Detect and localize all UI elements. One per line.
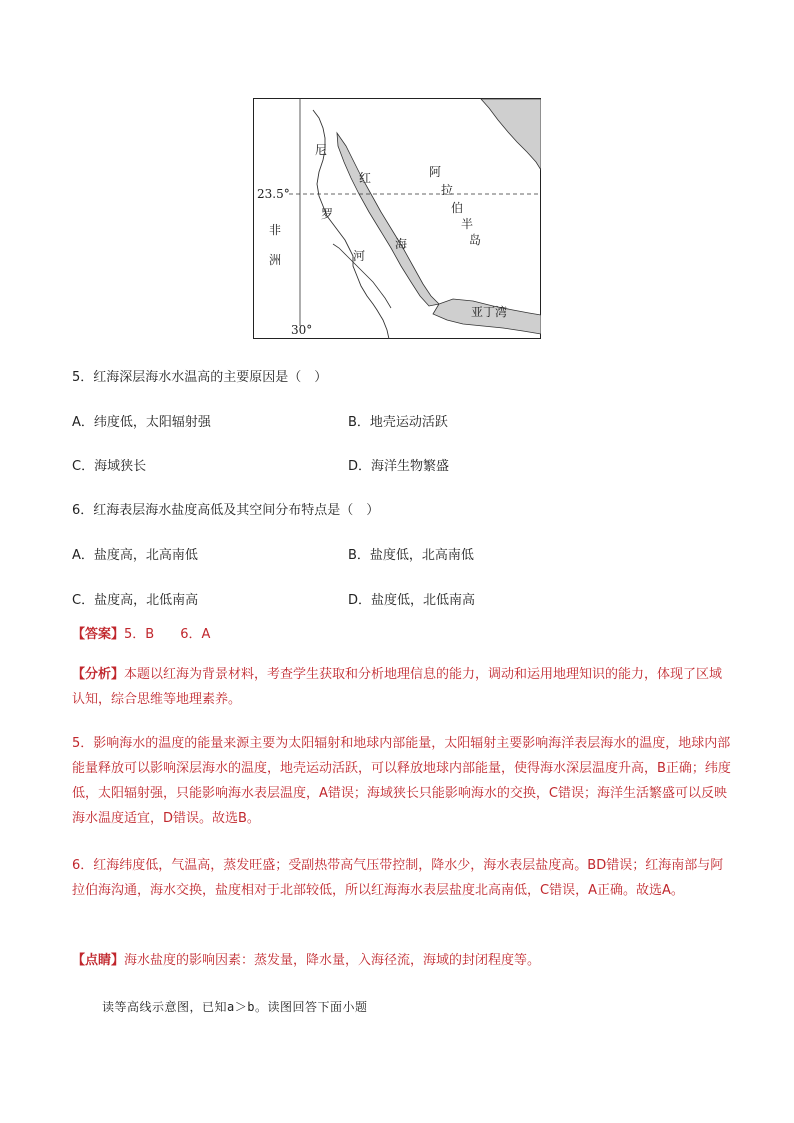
q6-option-b: B．盐度低，北高南低	[348, 548, 474, 563]
explanation-6: 6．红海纬度低，气温高，蒸发旺盛；受副热带高气压带控制，降水少，海水表层盐度高。BD错误；红海南部与阿拉伯海沟通，海水交换，盐度相对于北部较低，所以红海海水表层盐度北高南低，C错误，A正确。故选A。	[72, 858, 724, 898]
lon-label: 30°	[291, 323, 313, 337]
answer-line	[72, 622, 732, 647]
nile-char-1: 尼	[315, 143, 328, 157]
q6-stem: 6．红海表层海水盐度高低及其空间分布特点是（ ）	[72, 503, 380, 518]
next-question-prompt: 读等高线示意图，已知a＞b。读图回答下面小题	[102, 1000, 368, 1014]
answer-tag: 【答案】	[72, 627, 125, 642]
red-sea-char-2: 海	[395, 237, 408, 251]
arabia-char-4: 半	[461, 217, 474, 231]
arabia-char-2: 拉	[441, 183, 454, 197]
answer-text: 5．B 6．A	[124, 627, 211, 642]
q6-option-c: C．盐度高，北低南高	[72, 593, 199, 608]
gulf-label: 亚丁湾	[471, 305, 508, 319]
comment-text: 海水盐度的影响因素：蒸发量，降水量，入海径流，海域的封闭程度等。	[124, 953, 541, 968]
q5-option-b: B．地壳运动活跃	[348, 415, 448, 430]
q6-option-d: D．盐度低，北低南高	[348, 593, 476, 608]
nile-char-2: 罗	[321, 207, 334, 221]
nile-char-3: 河	[353, 249, 366, 263]
comment-tag: 【点睛】	[72, 953, 125, 968]
africa-char-1: 非	[269, 223, 282, 237]
analysis-paragraph	[72, 662, 732, 712]
q5-option-c: C．海域狭长	[72, 459, 147, 474]
map-frame	[254, 99, 541, 339]
q5-option-a: A．纬度低，太阳辐射强	[72, 415, 211, 430]
q5-option-d: D．海洋生物繁盛	[348, 459, 450, 474]
red-sea-char-1: 红	[359, 171, 372, 185]
map-svg	[253, 98, 541, 339]
arabia-char-5: 岛	[469, 233, 482, 247]
q6-option-a: A．盐度高，北高南低	[72, 548, 198, 563]
comment-paragraph	[72, 948, 732, 973]
analysis-tag: 【分析】	[72, 667, 125, 682]
red-sea-map	[253, 98, 541, 339]
analysis-text: 本题以红海为背景材料，考查学生获取和分析地理信息的能力，调动和运用地理知识的能力，体现了区域认知，综合思维等地理素养。	[72, 667, 723, 707]
q5-stem: 5．红海深层海水水温高的主要原因是（ ）	[72, 370, 328, 385]
arabia-char-3: 伯	[451, 201, 464, 215]
lat-label: 23.5°	[257, 187, 290, 201]
arabia-char-1: 阿	[429, 165, 442, 179]
explanation-5: 5．影响海水的温度的能量来源主要为太阳辐射和地球内部能量，太阳辐射主要影响海洋表层海水的温度，地球内部能量释放可以影响深层海水的温度，地壳运动活跃，可以释放地球内部能量，使得海水深层温度升高，B正确；纬度低，太阳辐射强，只能影响海水表层温度，A错误；海域狭长只能影响海水的交换，C错误；海洋生活繁盛可以反映海水温度适宜，D错误。故选B。	[72, 736, 731, 826]
africa-char-2: 洲	[269, 253, 282, 267]
